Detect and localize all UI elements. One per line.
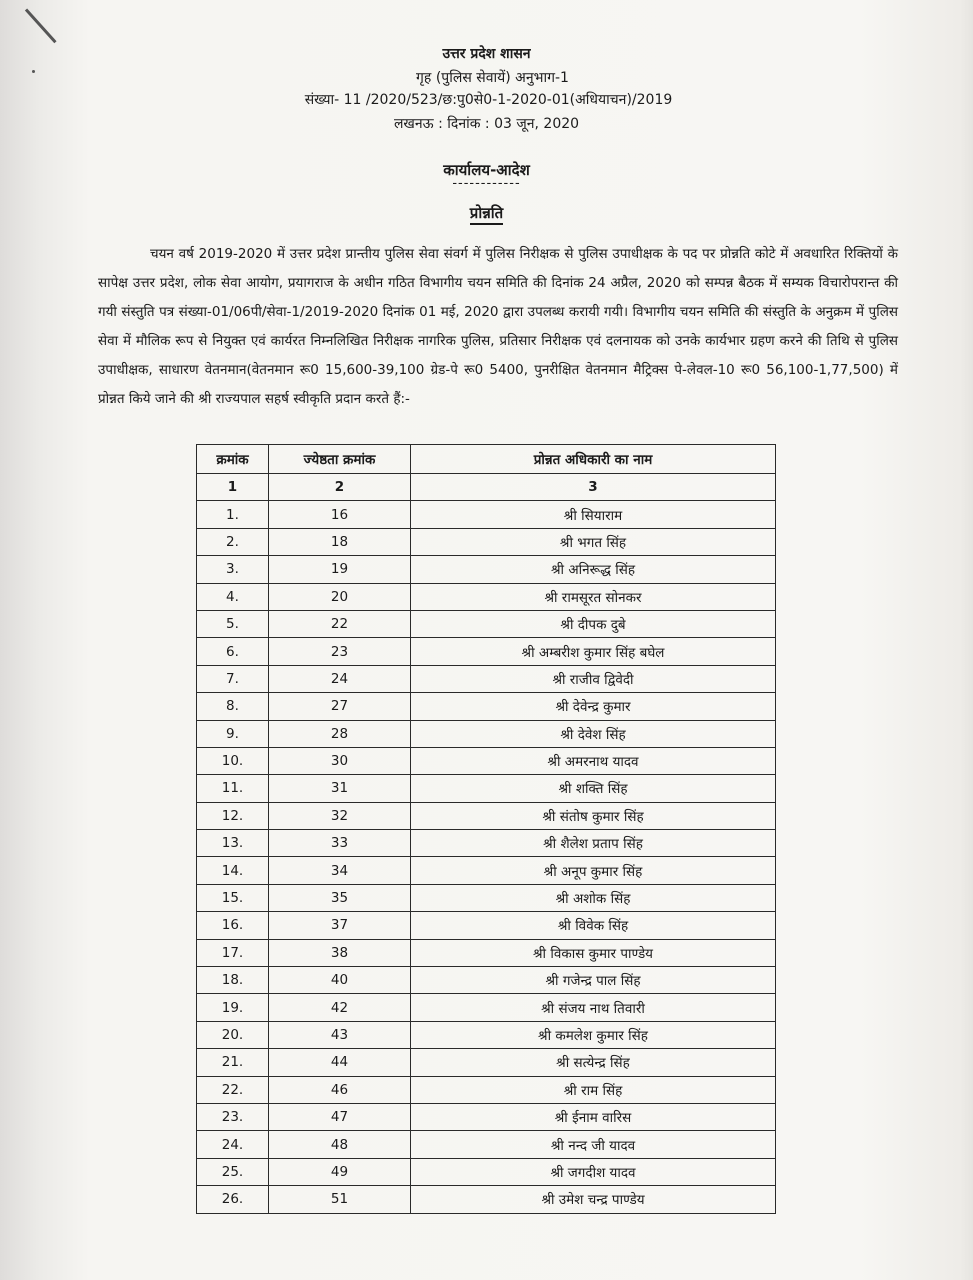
row-officer-name: श्री शक्ति सिंह [411, 775, 776, 802]
row-officer-name: श्री कमलेश कुमार सिंह [411, 1021, 776, 1048]
title-underline: ------------ [452, 176, 521, 191]
reference-number: संख्या- 11 /2020/523/छ:पु0से0-1-2020-01(अधियाचन)/2019 [304, 92, 673, 108]
row-seniority: 44 [269, 1049, 411, 1076]
row-officer-name: श्री ईनाम वारिस [411, 1103, 776, 1130]
row-officer-name: श्री अशोक सिंह [411, 884, 776, 911]
row-officer-name: श्री अमरनाथ यादव [411, 747, 776, 774]
table-row [197, 775, 776, 802]
row-serial: 12. [197, 802, 269, 829]
table-row [197, 1021, 776, 1048]
table-row [197, 556, 776, 583]
row-officer-name: श्री अम्बरीश कुमार सिंह बघेल [411, 638, 776, 665]
table-row [197, 583, 776, 610]
corner-pen-mark [25, 8, 57, 43]
row-officer-name: श्री जगदीश यादव [411, 1158, 776, 1185]
row-officer-name: श्री राजीव द्विवेदी [411, 665, 776, 692]
col-number: 1 [197, 474, 269, 501]
row-seniority: 34 [269, 857, 411, 884]
row-serial: 10. [197, 747, 269, 774]
table-row [197, 1158, 776, 1185]
row-officer-name: श्री राम सिंह [411, 1076, 776, 1103]
row-serial: 14. [197, 857, 269, 884]
row-seniority: 46 [269, 1076, 411, 1103]
row-officer-name: श्री संतोष कुमार सिंह [411, 802, 776, 829]
row-seniority: 33 [269, 830, 411, 857]
header-serial: क्रमांक [197, 445, 269, 474]
row-seniority: 38 [269, 939, 411, 966]
table-row [197, 720, 776, 747]
row-officer-name: श्री देवेन्द्र कुमार [411, 693, 776, 720]
row-seniority: 19 [269, 556, 411, 583]
row-serial: 15. [197, 884, 269, 911]
row-officer-name: श्री सियाराम [411, 501, 776, 528]
table-row [197, 1049, 776, 1076]
row-serial: 23. [197, 1103, 269, 1130]
row-seniority: 27 [269, 693, 411, 720]
row-officer-name: श्री विवेक सिंह [411, 912, 776, 939]
row-serial: 9. [197, 720, 269, 747]
table-row [197, 802, 776, 829]
table-row [197, 994, 776, 1021]
row-seniority: 18 [269, 528, 411, 555]
row-officer-name: श्री नन्द जी यादव [411, 1131, 776, 1158]
header-seniority: ज्येष्ठता क्रमांक [269, 445, 411, 474]
place-date: लखनऊ : दिनांक : 03 जून, 2020 [393, 116, 580, 132]
row-officer-name: श्री विकास कुमार पाण्डेय [411, 939, 776, 966]
row-seniority: 23 [269, 638, 411, 665]
col-number: 2 [269, 474, 411, 501]
order-paragraph: चयन वर्ष 2019-2020 में उत्तर प्रदेश प्रान्तीय पुलिस सेवा संवर्ग में पुलिस निरीक्षक से पुलिस उपाधीक्षक के पद पर प्रोन्नति कोटे में अवधारित रिक्तियों के सापेक्ष उत्तर प्रदेश, लोक सेवा आयोग, प्रयागराज के अधीन गठित विभागीय चयन समिति की दिनांक 24 अप्रैल, 2020 को सम्पन्न बैठक में सम्यक विचारोपरान्त की गयी संस्तुति पत्र संख्या-01/06पी/सेवा-1/2019-2020 दिनांक 01 मई, 2020 द्वारा उपलब्ध करायी गयी। विभागीय चयन समिति की संस्तुति के अनुक्रम में पुलिस सेवा में मौलिक रूप से नियुक्त एवं कार्यरत निम्नलिखित निरीक्षक नागरिक पुलिस, प्रतिसार निरीक्षक एवं दलनायक को उनके कार्यभार ग्रहण करने की तिथि से पुलिस उपाधीक्षक, साधारण वेतनमान(वेतनमान रू0 15,600-39,100 ग्रेड-पे रू0 5400, पुनरीक्षित वेतनमान मैट्रिक्स पे-लेवल-10 रू0 56,100-1,77,500) में प्रोन्नत किये जाने की श्री राज्यपाल सहर्ष स्वीकृति प्रदान करते हैं:- [98, 246, 898, 407]
row-seniority: 48 [269, 1131, 411, 1158]
row-serial: 20. [197, 1021, 269, 1048]
row-seniority: 32 [269, 802, 411, 829]
office-order-title: कार्यालय-आदेश [443, 161, 530, 179]
row-seniority: 31 [269, 775, 411, 802]
row-officer-name: श्री गजेन्द्र पाल सिंह [411, 967, 776, 994]
subject-text: प्रोन्नति [470, 204, 503, 225]
table-row [197, 884, 776, 911]
table-row [197, 528, 776, 555]
table-row [197, 747, 776, 774]
row-serial: 7. [197, 665, 269, 692]
row-seniority: 16 [269, 501, 411, 528]
row-serial: 4. [197, 583, 269, 610]
row-serial: 13. [197, 830, 269, 857]
row-officer-name: श्री देवेश सिंह [411, 720, 776, 747]
row-serial: 25. [197, 1158, 269, 1185]
row-seniority: 20 [269, 583, 411, 610]
row-officer-name: श्री उमेश चन्द्र पाण्डेय [411, 1186, 776, 1213]
row-serial: 26. [197, 1186, 269, 1213]
promotion-table [196, 444, 776, 1214]
table-row [197, 638, 776, 665]
header-officer-name: प्रोन्नत अधिकारी का नाम [411, 445, 776, 474]
row-seniority: 22 [269, 610, 411, 637]
government-title: उत्तर प्रदेश शासन [442, 46, 531, 62]
row-serial: 19. [197, 994, 269, 1021]
row-serial: 17. [197, 939, 269, 966]
row-serial: 18. [197, 967, 269, 994]
row-seniority: 40 [269, 967, 411, 994]
row-serial: 24. [197, 1131, 269, 1158]
row-seniority: 47 [269, 1103, 411, 1130]
table-row [197, 912, 776, 939]
subject-heading [0, 203, 973, 223]
row-serial: 1. [197, 501, 269, 528]
row-serial: 21. [197, 1049, 269, 1076]
row-seniority: 43 [269, 1021, 411, 1048]
column-number-row [197, 474, 776, 501]
row-seniority: 35 [269, 884, 411, 911]
table-row [197, 1076, 776, 1103]
table-row [197, 610, 776, 637]
table-row [197, 967, 776, 994]
row-serial: 8. [197, 693, 269, 720]
row-officer-name: श्री शैलेश प्रताप सिंह [411, 830, 776, 857]
row-officer-name: श्री भगत सिंह [411, 528, 776, 555]
row-serial: 6. [197, 638, 269, 665]
table-row [197, 939, 776, 966]
table-row [197, 830, 776, 857]
row-seniority: 49 [269, 1158, 411, 1185]
row-officer-name: श्री सत्येन्द्र सिंह [411, 1049, 776, 1076]
table-row [197, 665, 776, 692]
row-serial: 16. [197, 912, 269, 939]
table-row [197, 857, 776, 884]
table-row [197, 693, 776, 720]
row-serial: 22. [197, 1076, 269, 1103]
row-seniority: 28 [269, 720, 411, 747]
table-row [197, 1131, 776, 1158]
row-seniority: 30 [269, 747, 411, 774]
row-officer-name: श्री अनिरूद्ध सिंह [411, 556, 776, 583]
row-seniority: 42 [269, 994, 411, 1021]
table-row [197, 501, 776, 528]
row-serial: 11. [197, 775, 269, 802]
row-officer-name: श्री अनूप कुमार सिंह [411, 857, 776, 884]
row-officer-name: श्री संजय नाथ तिवारी [411, 994, 776, 1021]
row-seniority: 51 [269, 1186, 411, 1213]
row-serial: 5. [197, 610, 269, 637]
table-header-row [197, 445, 776, 474]
table-row [197, 1186, 776, 1213]
department-line: गृह (पुलिस सेवायें) अनुभाग-1 [416, 70, 569, 86]
table-row [197, 1103, 776, 1130]
row-seniority: 24 [269, 665, 411, 692]
row-officer-name: श्री दीपक दुबे [411, 610, 776, 637]
row-serial: 2. [197, 528, 269, 555]
row-seniority: 37 [269, 912, 411, 939]
row-officer-name: श्री रामसूरत सोनकर [411, 583, 776, 610]
col-number: 3 [411, 474, 776, 501]
row-serial: 3. [197, 556, 269, 583]
